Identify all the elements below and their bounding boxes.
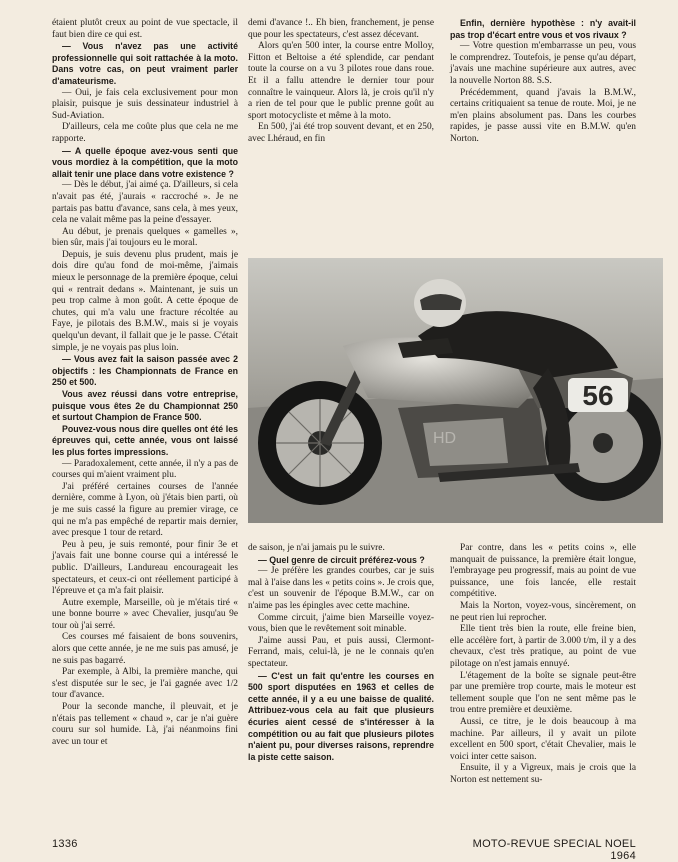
interview-question: — C'est un fait qu'entre les courses en 500 sport disputées en 1963 et celles de cette année, il y a eu une baisse de qualité. Attribuez-vous cela au fait que plusieurs écuries aient cessé de s'intéresser à la compétition ou au fait que plusieurs pilotes n'aient pu, pour diverses raisons, reprendre la piste cette saison. xyxy=(248,670,434,762)
paragraph: Aussi, ce titre, je le dois beaucoup à ma machine. Par ailleurs, il y avait un pilote excellent en 500 sport, c'était Chevalier, mais le voici inter cette saison. xyxy=(450,716,636,762)
magazine-footer: MOTO-REVUE SPECIAL NOEL 1964 xyxy=(472,838,636,862)
interview-question: — A quelle époque avez-vous senti que vous mordiez à la compétition, que la moto allait tenir une place dans votre existence ? xyxy=(52,145,238,179)
interview-question: — Vous n'avez pas une activité professionnelle qui soit rattachée à la moto. Dans votre cas, on peut vraiment parler d'amateurisme. xyxy=(52,41,238,86)
interview-question: — Vous avez fait la saison passée avec 2 objectifs : les Championnats de France en 250 et 500. xyxy=(52,354,238,388)
paragraph: Au début, je prenais quelques « gamelles », bien sûr, mais j'ai toujours eu le moral. xyxy=(52,226,238,249)
paragraph: Ces courses mé faisaient de bons souvenirs, alors que cette année, je ne me suis pas amusé, je ne suis pas bagarré. xyxy=(52,632,238,666)
paragraph: étaient plutôt creux au point de vue spectacle, il faut bien dire ce qui est. xyxy=(52,18,238,40)
paragraph: Mais la Norton, voyez-vous, sincèrement, on ne peut rien lui reprocher. xyxy=(450,600,636,623)
paragraph: Peu à peu, je suis remonté, pour finir 3e et j'avais fait une bonne course qui a intéressé le public. D'ailleurs, Landureau encourageait les spectateurs, et ceux-ci ont réellement participé à l'épreuve et ça m'a fait plaisir. xyxy=(52,539,238,597)
paragraph: D'ailleurs, cela me coûte plus que cela ne me rapporte. xyxy=(52,122,238,144)
paragraph: En 500, j'ai été trop souvent devant, et en 250, avec Lhéraud, en fin xyxy=(248,122,434,144)
paragraph: L'étagement de la boîte se signale peut-être par une première trop courte, mais le moteur est tellement souple que l'on ne sent même pas le trou entre première et deuxième. xyxy=(450,670,636,716)
interview-question: Enfin, dernière hypothèse : n'y avait-il pas trop d'écart entre vous et vos rivaux ? xyxy=(450,18,636,40)
paragraph: Depuis, je suis devenu plus prudent, mais je dois dire qu'au fond de moi-même, j'aimais mieux le personnage de la première époque, celui qui « rentrait dedans ». Maintenant, je suis un peu trop calme à mon goût. A cette époque de chutes, qui m'a valu une fracture récoltée au Faye, je pilotais des B.M.W., mais si je voyais quelqu'un devant, il fallait que je le passe. C'était simple, je ne voyais pas plus loin. xyxy=(52,249,238,353)
motorcycle-racer-photo xyxy=(248,258,663,523)
paragraph: J'ai préféré certaines courses de l'année dernière, comme à Lyon, où j'étais bien parti, où je me suis cassé la figure au premier virage, ce qui ne m'a pas empêché de repartir mais dernier, avec presque 1 tour de retard. xyxy=(52,481,238,539)
paragraph: Comme circuit, j'aime bien Marseille voyez-vous, bien que le revêtement soit minable. xyxy=(248,612,434,635)
paragraph: — Oui, je fais cela exclusivement pour mon plaisir, puisque je suis dessinateur industriel à Sud-Aviation. xyxy=(52,87,238,121)
paragraph: — Paradoxalement, cette année, il n'y a pas de courses qui m'aient vraiment plu. xyxy=(52,458,238,481)
paragraph: Par contre, dans les « petits coins », elle manquait de puissance, la première était longue, l'embrayage peu progressif, mais au point de vue puissance, une fois lancée, elle restait compétitive. xyxy=(450,543,636,600)
paragraph: Elle tient très bien la route, elle freine bien, elle accélère fort, à partir de 3.000 t/m, il y a des chevaux, c'est très pratique, au point de vue pilotage on n'est jamais ennuyé. xyxy=(450,624,636,669)
interview-question: — Quel genre de circuit préférez-vous ? xyxy=(258,554,425,565)
interview-question: Vous avez réussi dans votre entreprise, puisque vous êtes 2e du Championnat 250 et surtout Champion de France 500. xyxy=(52,389,238,423)
text-column-middle-top xyxy=(248,18,434,146)
text-column-right-bottom xyxy=(450,543,636,786)
page-number: 1336 xyxy=(52,838,78,850)
paragraph: — Je préfère les grandes courbes, car je suis mal à l'aise dans les « petits coins ». Je crois que, c'est un souvenir de l'époque B.M.W., car on n'aime pas les épingles avec cette machine. xyxy=(248,566,434,611)
svg-text:HD: HD xyxy=(433,430,457,447)
interview-question: Pouvez-vous nous dire quelles ont été les épreuves qui, cette année, vous ont laissé les plus fortes impressions. xyxy=(52,423,238,457)
paragraph: de saison, je n'ai jamais pu le suivre. xyxy=(248,543,385,553)
paragraph: — Dès le début, j'ai aimé ça. D'ailleurs, si cela n'avait pas été, j'aurais « raccroché ». Je ne partais pas battu d'avance, sans cela, à mes yeux, cela ne valait même pas la peine d'essayer. xyxy=(52,180,238,226)
text-column-middle-bottom xyxy=(248,543,434,763)
paragraph: Alors qu'en 500 inter, la course entre Molloy, Fitton et Beltoise a été splendide, car pendant toute la course on a vu 3 pilotes roue dans roue. Et il a fallu attendre le dernier tour pour connaître le vainqueur. Alors là, je crois qu'il n'y a rien de tel pour que le public prenne goût au sport motocycliste et même à la moto. xyxy=(248,41,434,121)
paragraph: Autre exemple, Marseille, où je m'étais tiré « une bonne bourre » avec Chevalier, jusqu'au 9e tour où j'ai serré. xyxy=(52,597,238,631)
paragraph: — Votre question m'embarrasse un peu, vous le comprendrez. Toutefois, je pense qu'au départ, j'avais une machine supérieure aux autres, avec la nouvelle Norton 88. S.S. xyxy=(450,41,636,86)
paragraph: J'aime aussi Pau, et puis aussi, Clermont-Ferrand, mais, celui-là, je ne le connais qu'en spectateur. xyxy=(248,635,434,669)
text-column-right-top xyxy=(450,18,636,146)
paragraph: Par exemple, à Albi, la première manche, qui s'est disputée sur le sec, je l'ai gagnée avec 1/2 tour d'avance. xyxy=(52,667,238,701)
paragraph: demi d'avance !.. Eh bien, franchement, je pense que pour les spectateurs, c'est assez décevant. xyxy=(248,18,434,40)
paragraph: Précédemment, quand j'avais la B.M.W., certains critiquaient sa tenue de route. Moi, je ne m'en plains absolument pas. Dans les courbes rapides, je passe aussi vite en B.M.W. qu'en Norton. xyxy=(450,87,636,144)
photo-illustration xyxy=(248,258,663,523)
race-number: 56 xyxy=(582,380,614,411)
paragraph: Ensuite, il y a Vigreux, mais je crois que la Norton est nettement su- xyxy=(450,763,636,785)
paragraph: Pour la seconde manche, il pleuvait, et je n'étais pas tellement « chaud », car je n'ai guère couru sur sol humide. Là, j'ai néanmoins fini avec un tour et xyxy=(52,702,238,747)
text-column-left xyxy=(52,18,238,748)
